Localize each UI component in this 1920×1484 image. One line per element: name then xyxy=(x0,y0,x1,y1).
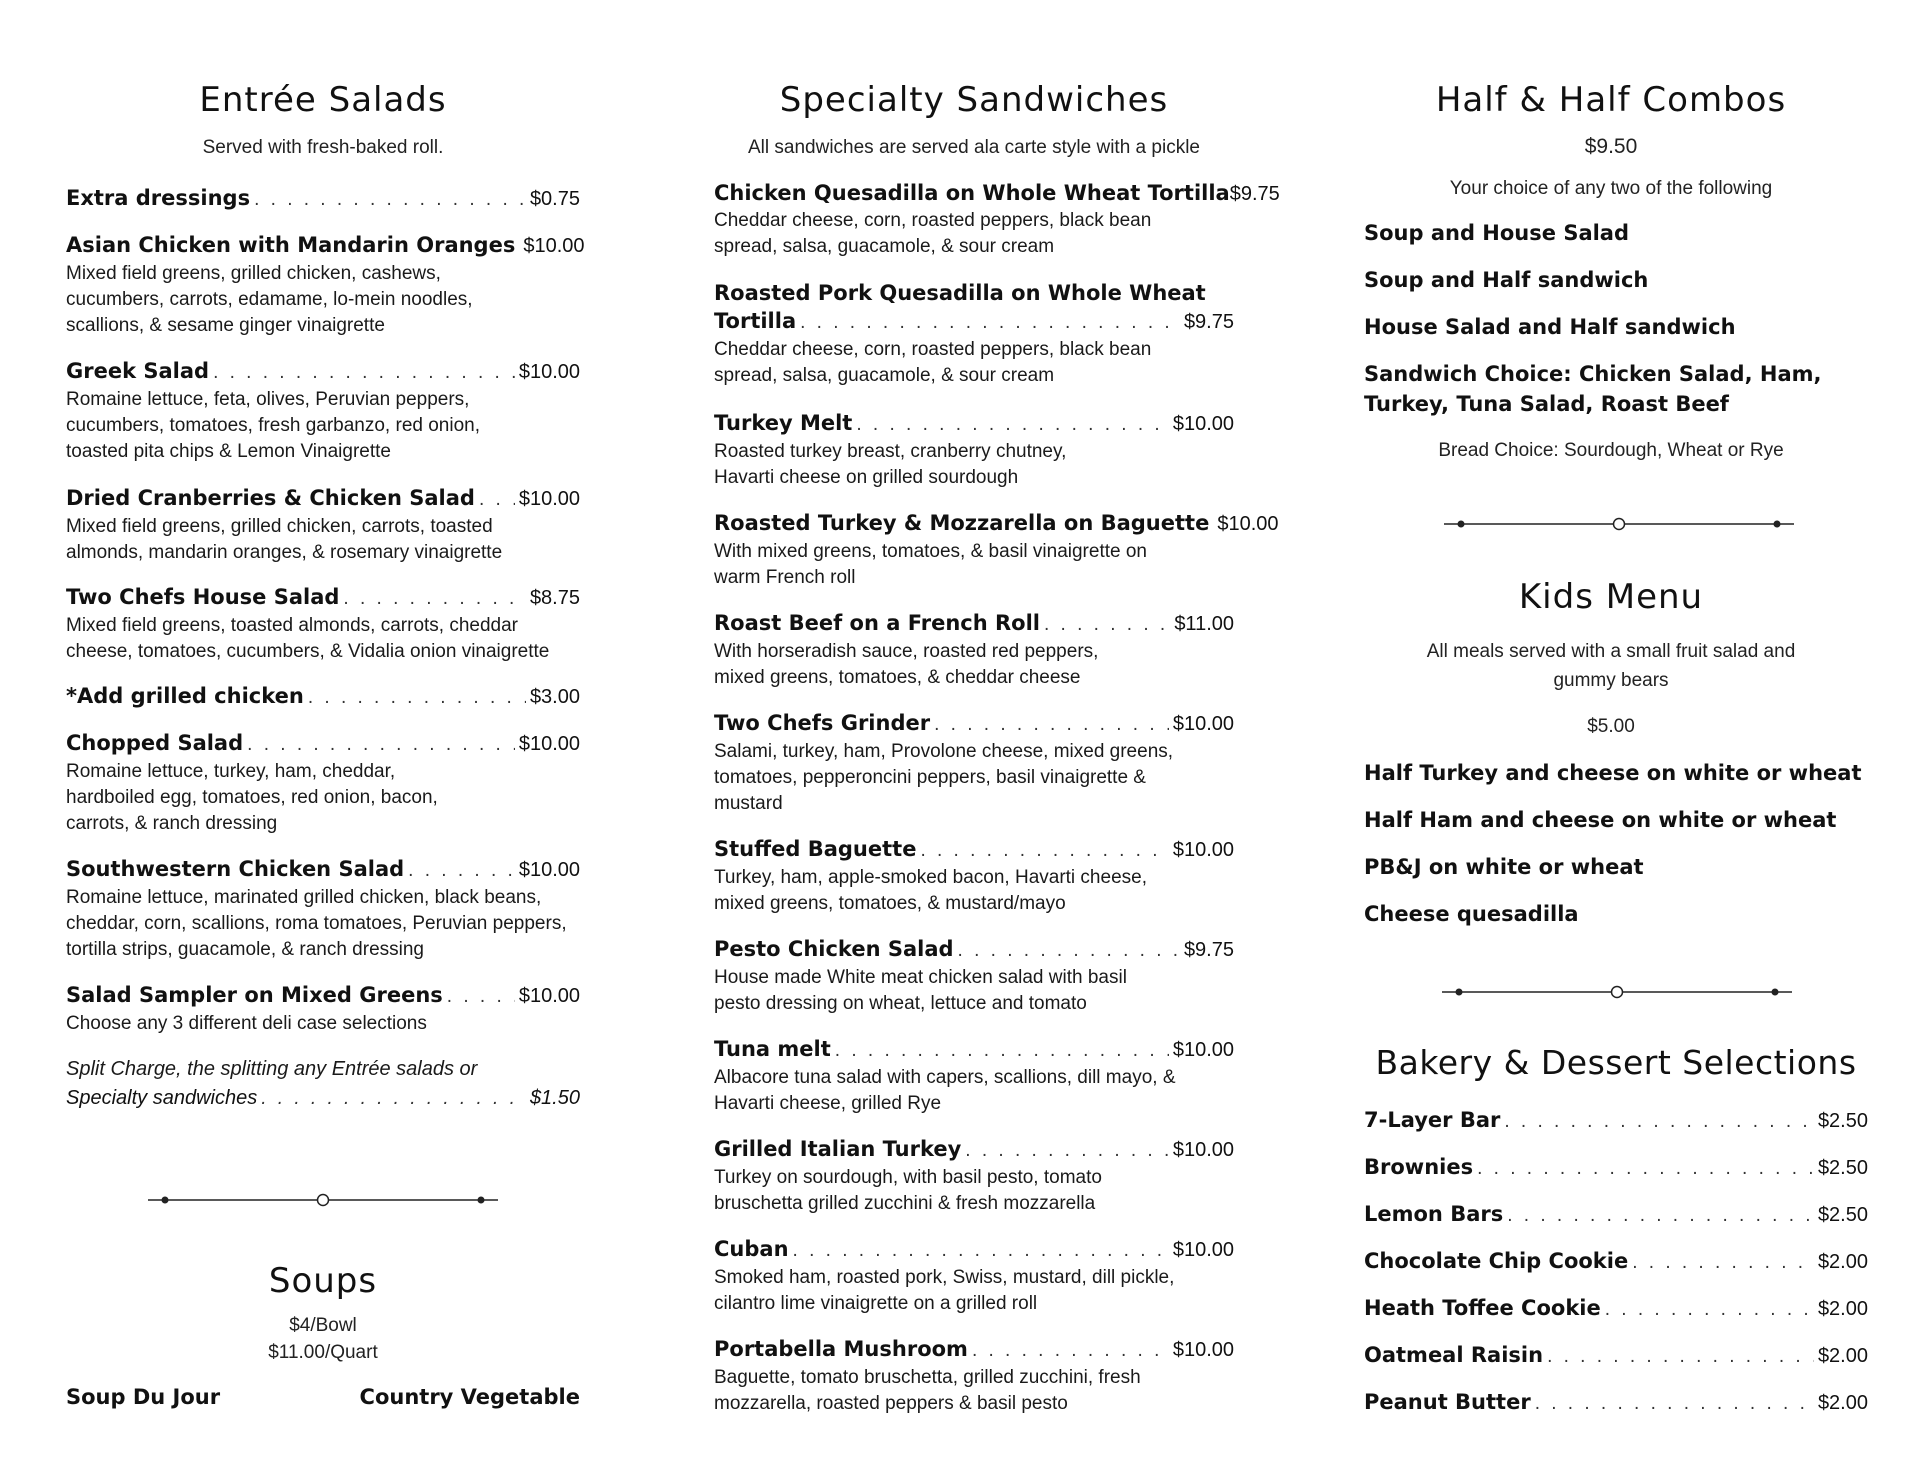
item-price: $2.00 xyxy=(1817,1345,1868,1367)
item-price: $10.00 xyxy=(1172,1339,1234,1361)
menu-item xyxy=(714,179,1280,260)
combos-subtitle: Your choice of any two of the following xyxy=(1449,178,1773,199)
item-description: Turkey, ham, apple-smoked bacon, Havarti cheese, mixed greens, tomatoes, & mustard/mayo xyxy=(714,867,1147,914)
split-charge xyxy=(66,1055,580,1113)
menu-item xyxy=(714,279,1234,389)
bakery-item xyxy=(1364,1341,1868,1371)
combos-title: Half & Half Combos xyxy=(1435,80,1787,120)
item-name: Two Chefs Grinder xyxy=(714,711,931,735)
soup-item: Country Vegetable xyxy=(359,1385,580,1409)
item-name: Roast Beef on a French Roll xyxy=(714,611,1040,635)
menu-item xyxy=(714,709,1234,817)
bakery-title: Bakery & Dessert Selections xyxy=(1375,1043,1857,1082)
menu-item xyxy=(66,729,580,837)
bakery-item xyxy=(1364,1106,1868,1136)
item-price: $2.50 xyxy=(1817,1110,1868,1132)
item-description: Roasted turkey breast, cranberry chutney, Havarti cheese on grilled sourdough xyxy=(714,441,1067,488)
item-description: Mixed field greens, toasted almonds, carrots, cheddar cheese, tomatoes, cucumbers, & Vidalia onion vinaigrette xyxy=(66,615,550,662)
item-description: Mixed field greens, grilled chicken, carrots, toasted almonds, mandarin oranges, & rosemary vinaigrette xyxy=(66,516,503,563)
menu-item xyxy=(714,1135,1234,1217)
item-price: $2.00 xyxy=(1817,1392,1868,1414)
section-divider xyxy=(148,1190,498,1210)
item-price: $10.00 xyxy=(1172,1039,1234,1061)
item-name: Two Chefs House Salad xyxy=(66,585,340,609)
item-price: $0.75 xyxy=(529,188,580,210)
item-price: $9.75 xyxy=(1183,311,1234,333)
soup-item: Soup Du Jour xyxy=(66,1385,221,1409)
item-description: Turkey on sourdough, with basil pesto, tomato bruschetta grilled zucchini & fresh mozzarella xyxy=(714,1167,1102,1214)
item-name: Peanut Butter xyxy=(1364,1390,1531,1414)
kids-menu-subtitle-1: All meals served with a small fruit salad and xyxy=(1426,641,1796,662)
menu-item xyxy=(66,855,580,963)
menu-item xyxy=(66,682,580,712)
item-name: Chocolate Chip Cookie xyxy=(1364,1249,1629,1273)
item-price: $8.75 xyxy=(529,587,580,609)
menu-item xyxy=(714,609,1234,691)
split-charge-line2: Specialty sandwiches xyxy=(66,1087,258,1109)
item-price: $10.00 xyxy=(1217,513,1279,535)
item-price: $2.50 xyxy=(1817,1204,1868,1226)
item-price: $10.00 xyxy=(518,488,580,510)
item-name: Stuffed Baguette xyxy=(714,837,917,861)
item-price: $10.00 xyxy=(1172,1139,1234,1161)
item-description: Romaine lettuce, turkey, ham, cheddar, hardboiled egg, tomatoes, red onion, bacon, carrots, & ranch dressing xyxy=(66,761,438,834)
item-description: House made White meat chicken salad with basil pesto dressing on wheat, lettuce and tomato xyxy=(714,967,1127,1014)
item-name: Tuna melt xyxy=(714,1037,831,1061)
item-name: Turkey Melt xyxy=(714,411,853,435)
item-description: Salami, turkey, ham, Provolone cheese, mixed greens, tomatoes, pepperoncini peppers, basil vinaigrette & mustard xyxy=(714,741,1174,814)
menu-item xyxy=(714,835,1234,917)
item-price: $2.00 xyxy=(1817,1251,1868,1273)
kids-item: Half Turkey and cheese on white or wheat xyxy=(1364,761,1862,785)
item-name: Oatmeal Raisin xyxy=(1364,1343,1544,1367)
entree-salads-title: Entrée Salads xyxy=(199,80,447,120)
menu-item xyxy=(66,981,580,1037)
item-price: $10.00 xyxy=(1172,413,1234,435)
item-name: Extra dressings xyxy=(66,186,251,210)
item-price: $2.00 xyxy=(1817,1298,1868,1320)
item-price: $10.00 xyxy=(1172,713,1234,735)
menu-item xyxy=(714,1335,1234,1417)
item-name: Dried Cranberries & Chicken Salad xyxy=(66,486,475,510)
item-description: Smoked ham, roasted pork, Swiss, mustard, dill pickle, cilantro lime vinaigrette on a grilled roll xyxy=(714,1267,1175,1314)
menu-item xyxy=(66,484,580,566)
bakery-item xyxy=(1364,1200,1868,1230)
item-price: $3.00 xyxy=(529,686,580,708)
split-charge-line1: Split Charge, the splitting any Entrée salads or xyxy=(66,1058,478,1080)
item-name: Chopped Salad xyxy=(66,731,244,755)
item-price: $10.00 xyxy=(518,733,580,755)
soups-bowl-price: $4/Bowl xyxy=(289,1315,357,1336)
item-description: With horseradish sauce, roasted red peppers, mixed greens, tomatoes, & cheddar cheese xyxy=(714,641,1099,688)
menu-item xyxy=(714,509,1279,591)
bakery-item xyxy=(1364,1247,1868,1277)
item-name: Chicken Quesadilla on Whole Wheat Tortilla xyxy=(714,181,1230,205)
menu-item xyxy=(714,935,1234,1017)
kids-menu-price: $5.00 xyxy=(1587,716,1635,737)
sandwiches-subtitle: All sandwiches are served ala carte style with a pickle xyxy=(748,137,1200,158)
menu-item xyxy=(714,1035,1234,1117)
item-name: 7-Layer Bar xyxy=(1364,1108,1501,1132)
menu-item xyxy=(66,583,580,665)
entree-salads-subtitle: Served with fresh-baked roll. xyxy=(202,137,444,158)
item-name-continued: Tortilla xyxy=(714,309,797,333)
item-description: Choose any 3 different deli case selections xyxy=(66,1013,427,1034)
item-price: $10.00 xyxy=(523,235,585,257)
item-name: Greek Salad xyxy=(66,359,210,383)
item-price: $9.75 xyxy=(1229,183,1280,205)
split-charge-price: $1.50 xyxy=(529,1087,580,1109)
item-name: Lemon Bars xyxy=(1364,1202,1504,1226)
kids-item: Cheese quesadilla xyxy=(1364,902,1579,926)
item-name: Brownies xyxy=(1364,1155,1474,1179)
item-description: Romaine lettuce, marinated grilled chicken, black beans, cheddar, corn, scallions, roma tomatoes, Peruvian peppers, tortilla strips, guacamole, & ranch dressing xyxy=(66,887,567,960)
item-name: Portabella Mushroom xyxy=(714,1337,968,1361)
item-price: $10.00 xyxy=(518,859,580,881)
item-name: Roasted Pork Quesadilla on Whole Wheat xyxy=(714,281,1206,305)
sandwich-choice-line2: Turkey, Tuna Salad, Roast Beef xyxy=(1364,392,1729,416)
sandwiches-title: Specialty Sandwiches xyxy=(779,80,1169,120)
bakery-item xyxy=(1364,1388,1868,1418)
section-divider xyxy=(1442,982,1792,1002)
item-description: Baguette, tomato bruschetta, grilled zucchini, fresh mozzarella, roasted peppers & basil pesto xyxy=(714,1367,1141,1414)
menu-item xyxy=(714,1235,1234,1317)
item-name: Heath Toffee Cookie xyxy=(1364,1296,1601,1320)
combo-item: Soup and House Salad xyxy=(1364,221,1630,245)
item-name: Grilled Italian Turkey xyxy=(714,1137,962,1161)
item-name: *Add grilled chicken xyxy=(66,684,304,708)
sandwich-choice-line1: Sandwich Choice: Chicken Salad, Ham, xyxy=(1364,362,1822,386)
item-name: Southwestern Chicken Salad xyxy=(66,857,405,881)
menu-item xyxy=(66,357,580,465)
item-name: Pesto Chicken Salad xyxy=(714,937,954,961)
item-price: $10.00 xyxy=(518,985,580,1007)
menu-item xyxy=(66,184,580,214)
soups-title: Soups xyxy=(268,1261,378,1301)
item-name: Asian Chicken with Mandarin Oranges xyxy=(66,233,516,257)
item-price: $9.75 xyxy=(1183,939,1234,961)
item-price: $11.00 xyxy=(1174,613,1234,635)
combo-item: Soup and Half sandwich xyxy=(1364,268,1649,292)
menu-item xyxy=(714,409,1234,491)
menu-item xyxy=(66,231,585,339)
bakery-item xyxy=(1364,1294,1868,1324)
item-price: $10.00 xyxy=(1172,1239,1234,1261)
item-price: $10.00 xyxy=(518,361,580,383)
combos-price: $9.50 xyxy=(1584,135,1638,158)
item-description: Albacore tuna salad with capers, scallions, dill mayo, & Havarti cheese, grilled Rye xyxy=(714,1067,1176,1114)
item-name: Salad Sampler on Mixed Greens xyxy=(66,983,443,1007)
item-name: Roasted Turkey & Mozzarella on Baguette xyxy=(714,511,1210,535)
item-description: Cheddar cheese, corn, roasted peppers, black bean spread, salsa, guacamole, & sour cream xyxy=(714,210,1152,257)
kids-item: PB&J on white or wheat xyxy=(1364,855,1644,879)
item-description: Mixed field greens, grilled chicken, cashews, cucumbers, carrots, edamame, lo-mein noodles, scallions, & sesame ginger vinaigrette xyxy=(66,263,473,336)
bread-choice: Bread Choice: Sourdough, Wheat or Rye xyxy=(1438,440,1784,461)
item-price: $2.50 xyxy=(1817,1157,1868,1179)
section-divider xyxy=(1444,514,1794,534)
item-description: Romaine lettuce, feta, olives, Peruvian peppers, cucumbers, tomatoes, fresh garbanzo, red onion, toasted pita chips & Lemon Vinaigrette xyxy=(66,389,481,462)
kids-menu-title: Kids Menu xyxy=(1518,577,1704,617)
kids-item: Half Ham and cheese on white or wheat xyxy=(1364,808,1837,832)
bakery-item xyxy=(1364,1153,1868,1183)
item-price: $10.00 xyxy=(1172,839,1234,861)
soups-quart-price: $11.00/Quart xyxy=(268,1342,378,1363)
kids-menu-subtitle-2: gummy bears xyxy=(1553,670,1669,691)
item-description: Cheddar cheese, corn, roasted peppers, black bean spread, salsa, guacamole, & sour cream xyxy=(714,339,1152,386)
item-name: Cuban xyxy=(714,1237,789,1261)
item-description: With mixed greens, tomatoes, & basil vinaigrette on warm French roll xyxy=(714,541,1147,588)
combo-item: House Salad and Half sandwich xyxy=(1364,315,1736,339)
